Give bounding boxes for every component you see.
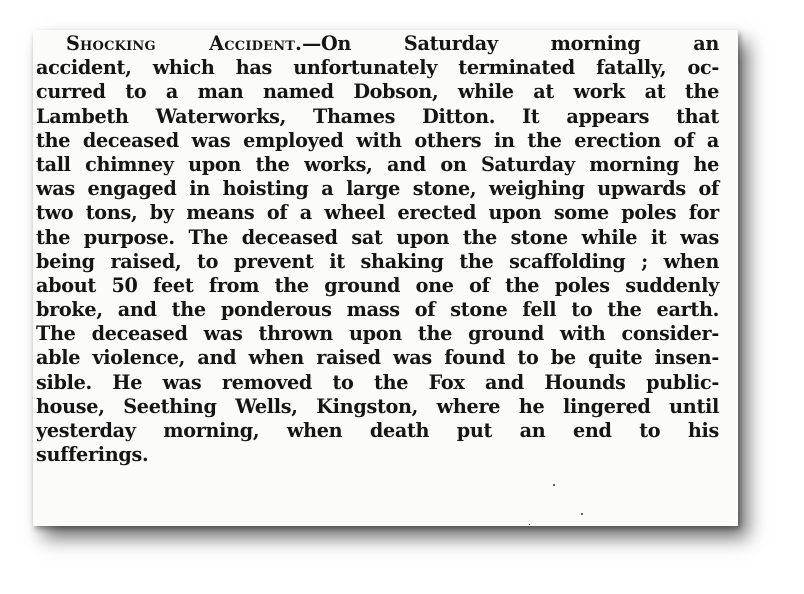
article-line: the purpose. The deceased sat upon the stone while it was bbox=[36, 225, 719, 249]
article-line: able violence, and when raised was found to be quite insen- bbox=[36, 346, 719, 370]
article-line: sufferings. bbox=[36, 443, 149, 467]
article-line: being raised, to prevent it shaking the scaffolding ; when bbox=[36, 249, 719, 273]
article-line: tall chimney upon the works, and on Saturday morning he bbox=[36, 152, 719, 176]
article-line: Lambeth Waterworks, Thames Ditton. It appears that bbox=[36, 104, 719, 128]
article-line: The deceased was thrown upon the ground with consider- bbox=[36, 322, 719, 346]
article-line: yesterday morning, when death put an end to his bbox=[36, 419, 719, 442]
article-line: broke, and the ponderous mass of stone fell to the earth. bbox=[36, 298, 719, 322]
headline-dash: — bbox=[302, 32, 321, 55]
article-line: about 50 feet from the ground one of the poles suddenly bbox=[36, 273, 719, 297]
article-line: two tons, by means of a wheel erected upon some poles for bbox=[36, 201, 719, 225]
article-line-text: On Saturday morning an bbox=[320, 32, 720, 55]
article-text bbox=[36, 32, 738, 467]
print-speck bbox=[581, 513, 583, 515]
article-line bbox=[36, 32, 719, 56]
print-speck bbox=[529, 524, 530, 525]
article-line: sible. He was removed to the Fox and Hounds public- bbox=[36, 370, 719, 394]
article-headline: Shocking Accident. bbox=[66, 32, 303, 55]
article-line: house, Seething Wells, Kingston, where he lingered until bbox=[36, 394, 719, 418]
article-line: curred to a man named Dobson, while at work at the bbox=[36, 80, 719, 104]
article-line: was engaged in hoisting a large stone, weighing upwards of bbox=[36, 177, 719, 201]
print-speck bbox=[553, 484, 555, 486]
article-line: accident, which has unfortunately terminated fatally, oc- bbox=[36, 56, 719, 80]
newspaper-clipping bbox=[33, 30, 738, 526]
article-line: the deceased was employed with others in the erection of a bbox=[36, 128, 719, 152]
